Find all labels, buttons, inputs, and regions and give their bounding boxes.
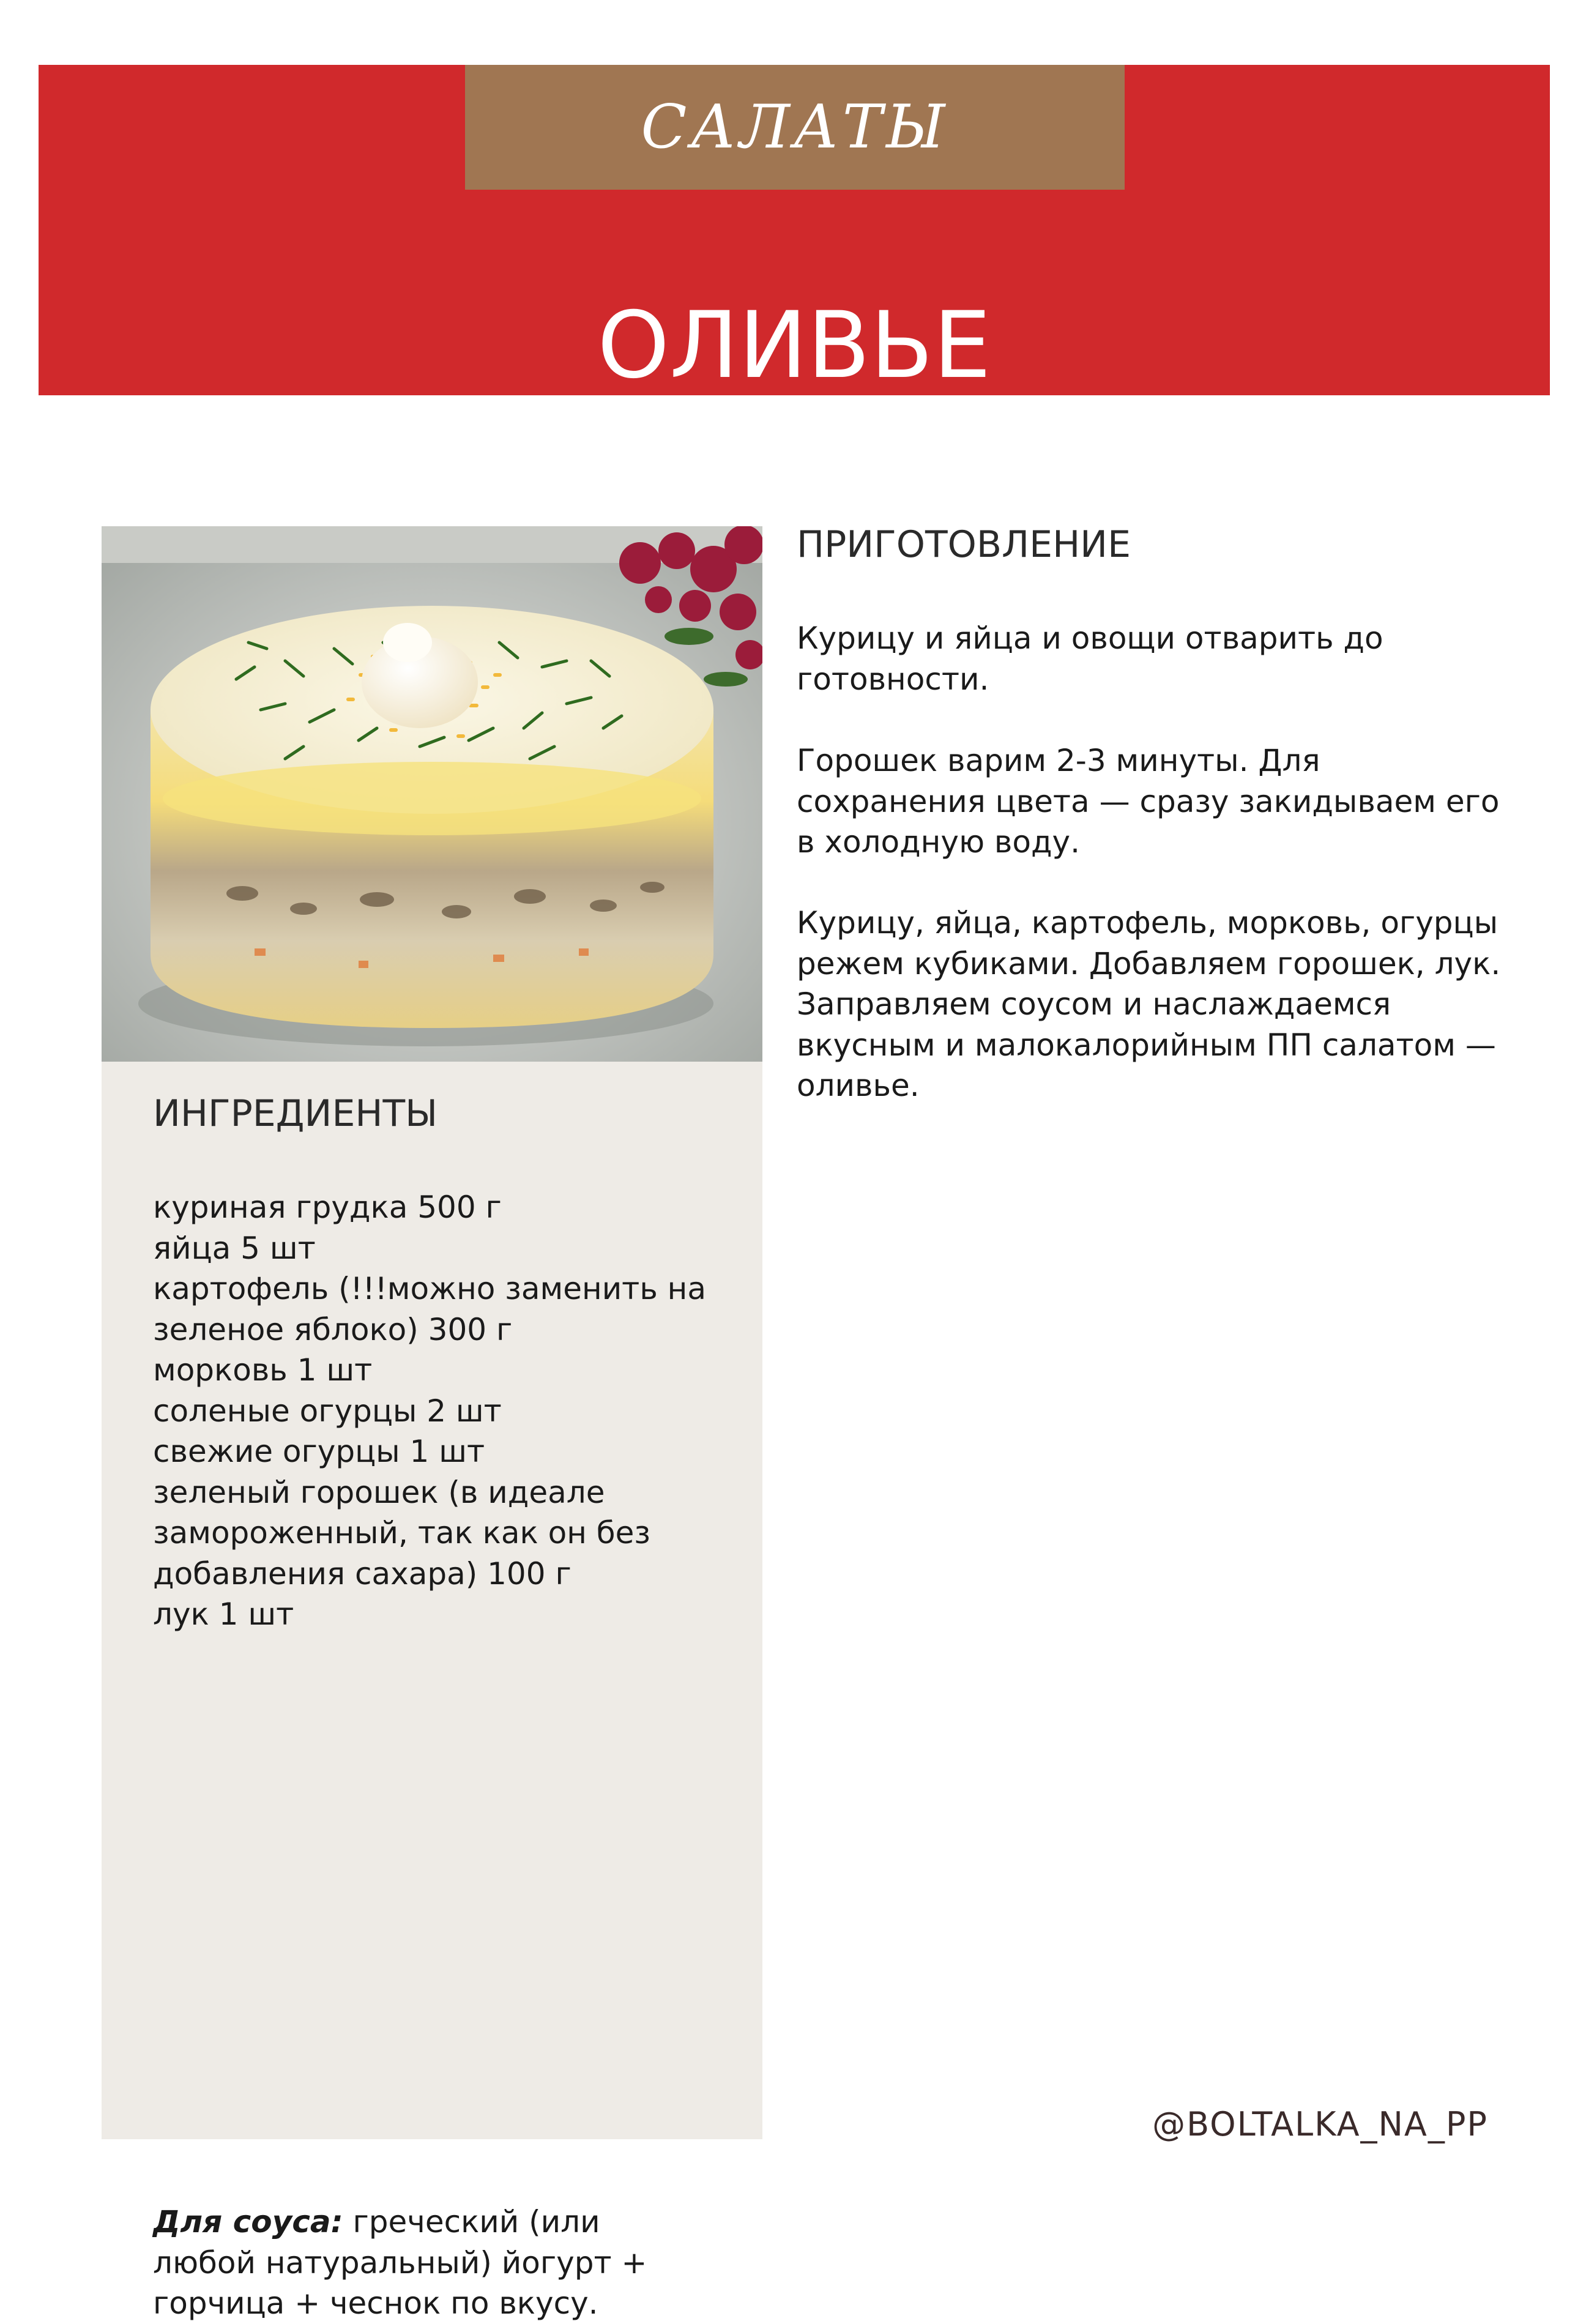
sauce-label: Для соуса: (153, 2204, 343, 2240)
category-label: САЛАТЫ (641, 92, 949, 162)
sauce-text: греческий (или любой натуральный) йогурт + горчица + чеснок по вкусу. (153, 2204, 647, 2321)
salad-illustration (102, 526, 762, 1062)
recipe-title: ОЛИВЬЕ (597, 292, 991, 399)
preparation-step: Курицу, яйца, картофель, морковь, огурцы режем кубиками. Добавляем горошек, лук. Заправляем соусом и наслаждаемся вкусным и малокалорийным ПП салатом — оливье. (797, 905, 1501, 1103)
ingredient-line: морковь 1 шт (153, 1352, 373, 1388)
ingredients-heading: ИНГРЕДИЕНТЫ (153, 1092, 438, 1135)
category-tab (465, 65, 1125, 190)
recipe-header (39, 65, 1550, 399)
ingredient-line: соленые огурцы 2 шт (153, 1393, 502, 1429)
ingredient-line: зеленое яблоко) 300 г (153, 1311, 513, 1347)
ingredients-list (153, 1187, 740, 1635)
ingredient-line: яйца 5 шт (153, 1230, 316, 1266)
ingredient-line: свежие огурцы 1 шт (153, 1434, 485, 1469)
ingredient-line: картофель (!!!можно заменить на (153, 1271, 707, 1306)
ingredient-line: лук 1 шт (153, 1596, 294, 1632)
ingredient-line: зеленый горошек (в идеале (153, 1474, 605, 1510)
author-handle: @BOLTALKA_NA_PP (1152, 2105, 1488, 2143)
ingredient-line: добавления сахара) 100 г (153, 1555, 571, 1592)
preparation-heading: ПРИГОТОВЛЕНИЕ (797, 523, 1131, 566)
ingredients-panel (102, 526, 762, 2321)
ingredient-line: куриная грудка 500 г (153, 1190, 502, 1225)
preparation-step: Курицу и яйца и овощи отварить до готовности. (797, 620, 1383, 697)
ingredient-line: замороженный, так как он без (153, 1515, 650, 1551)
sauce-note (153, 2202, 704, 2324)
preparation-step: Горошек варим 2-3 минуты. Для сохранения цвета — сразу закидываем его в холодную воду. (797, 743, 1500, 860)
salad-photo (102, 526, 762, 1062)
